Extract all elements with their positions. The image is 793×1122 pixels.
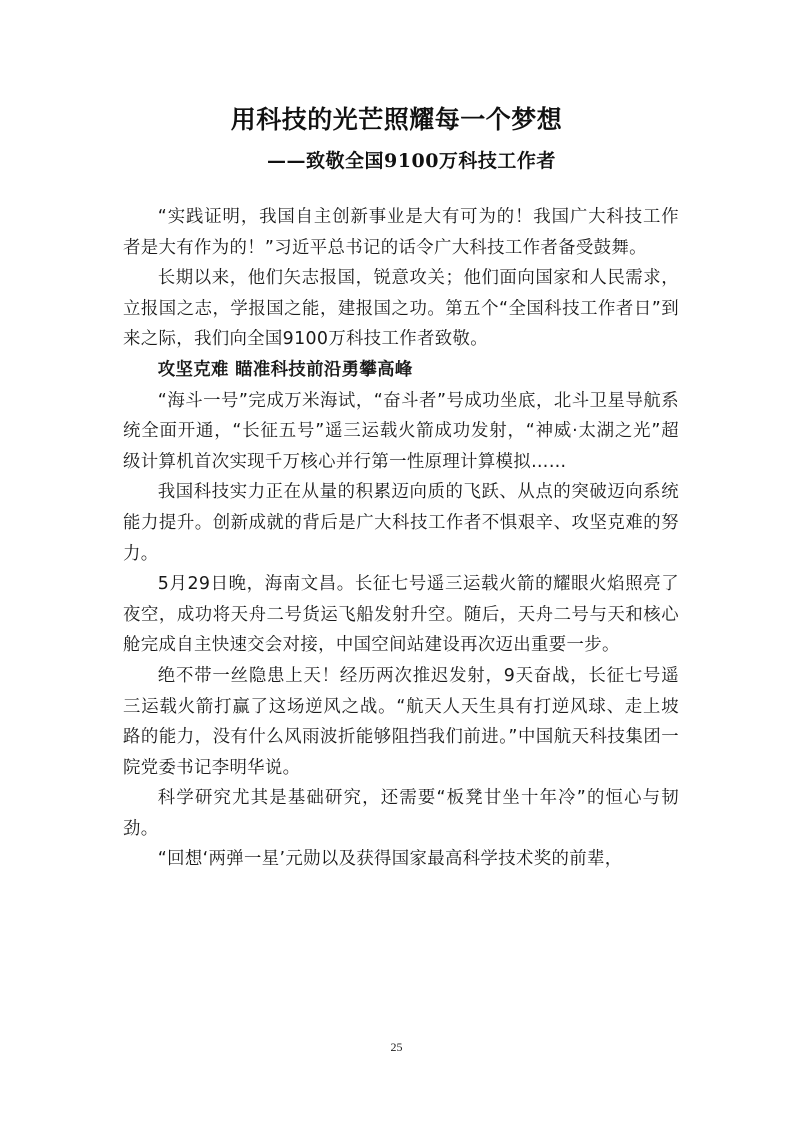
section-heading: 攻坚克难 瞄准科技前沿勇攀高峰 [157,359,413,380]
paragraph: 5月29日晚，海南文昌。长征七号遥三运载火箭的耀眼火焰照亮了夜空，成功将天舟二号货运飞船发射升空。随后，天舟二号与天和核心舱完成自主快速交会对接，中国空间站建设再次迈出重要一步。 [123,574,679,656]
article-subtitle: ——致敬全国9100万科技工作者 [267,150,556,172]
paragraph: 科学研究尤其是基础研究，还需要“板凳甘坐十年冷”的恒心与韧劲。 [123,788,679,839]
paragraph: 我国科技实力正在从量的积累迈向质的飞跃、从点的突破迈向系统能力提升。创新成就的背后是广大科技工作者不惧艰辛、攻坚克难的努力。 [123,482,679,564]
article-body [123,202,679,875]
paragraph: 长期以来，他们矢志报国，锐意攻关；他们面向国家和人民需求，立报国之志，学报国之能，建报国之功。第五个“全国科技工作者日”到来之际，我们向全国9100万科技工作者致敬。 [123,268,679,350]
page-number: 25 [390,1040,403,1054]
paragraph: “海斗一号”完成万米海试，“奋斗者”号成功坐底，北斗卫星导航系统全面开通，“长征五号”遥三运载火箭成功发射，“神威·太湖之光”超级计算机首次实现千万核心并行第一性原理计算模拟…… [123,390,679,472]
paragraph: 绝不带一丝隐患上天！经历两次推迟发射，9天奋战，长征七号遥三运载火箭打赢了这场逆风之战。“航天人天生具有打逆风球、走上坡路的能力，没有什么风雨波折能够阻挡我们前进。”中国航天科技集团一院党委书记李明华说。 [123,665,679,778]
paragraph: “实践证明，我国自主创新事业是大有可为的！我国广大科技工作者是大有作为的！”习近平总书记的话令广大科技工作者备受鼓舞。 [123,207,679,258]
article-title: 用科技的光芒照耀每一个梦想 [230,105,563,134]
paragraph: “回想‘两弹一星’元勋以及获得国家最高科学技术奖的前辈， [157,849,623,870]
